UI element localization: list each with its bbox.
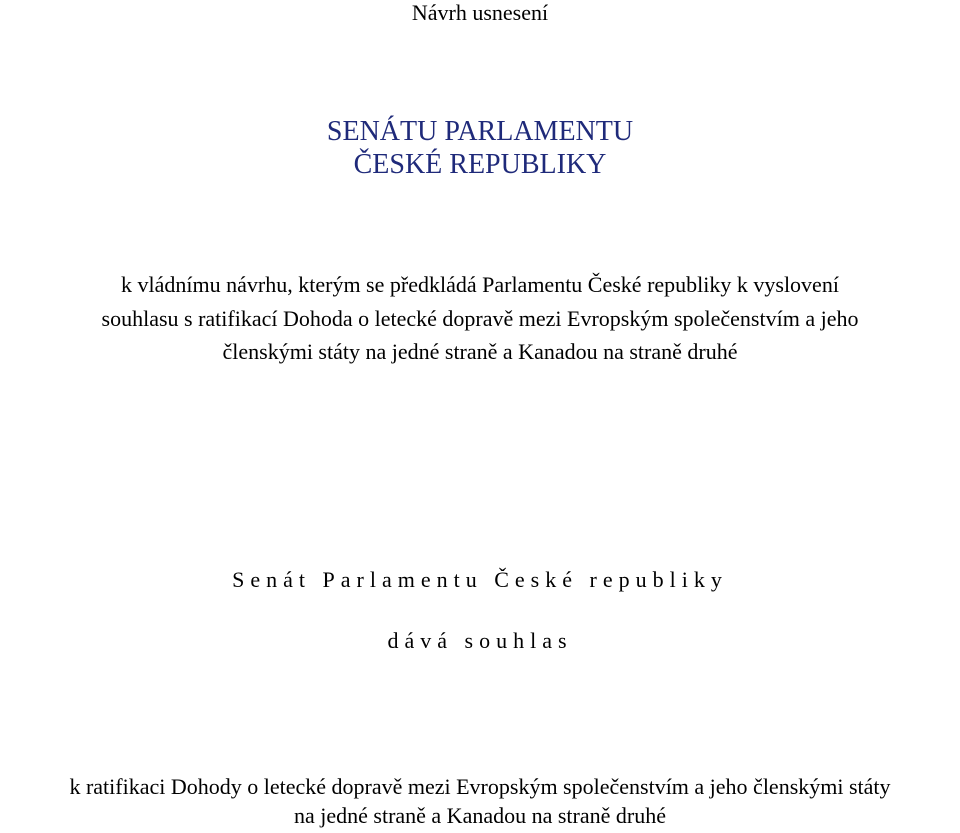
subject-line-2: souhlasu s ratifikací Dohoda o letecké dopravě mezi Evropským společenstvím a jeho [101, 306, 859, 331]
heading-republic: ČESKÉ REPUBLIKY [353, 149, 607, 180]
decision-subject: Senát Parlamentu České republiky [232, 567, 728, 592]
decision-verb: dává souhlas [387, 628, 573, 653]
body-line-2: na jedné straně a Kanadou na straně druhé [293, 803, 666, 828]
body-line-1: k ratifikaci Dohody o letecké dopravě mezi Evropským společenstvím a jeho členskými státy [69, 774, 891, 799]
subject-line-1: k vládnímu návrhu, kterým se předkládá Parlamentu České republiky k vyslovení [121, 272, 839, 297]
heading-senate: SENÁTU PARLAMENTU [326, 116, 634, 147]
subject-line-3: členskými státy na jedné straně a Kanadou na straně druhé [222, 339, 738, 364]
draft-label: Návrh usnesení [411, 0, 549, 25]
